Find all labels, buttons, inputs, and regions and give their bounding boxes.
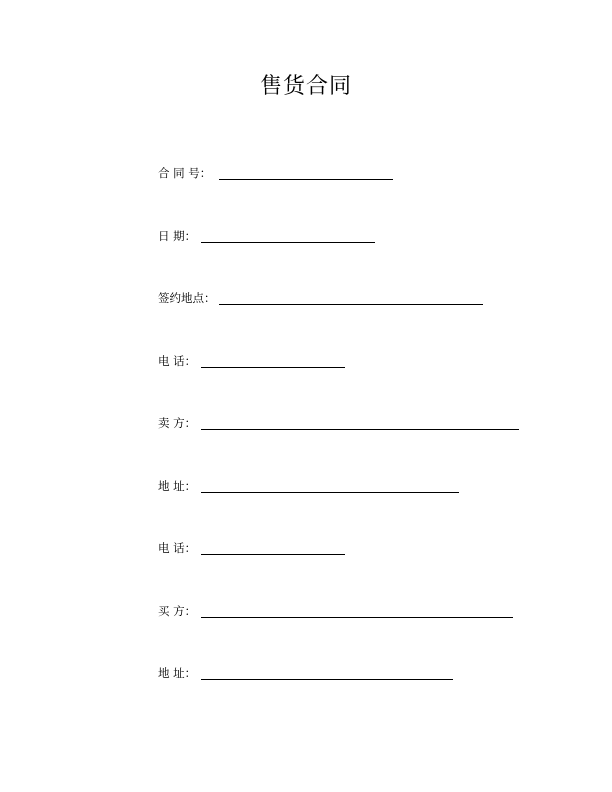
seller-address-blank-line <box>201 492 459 493</box>
seller-blank-line <box>201 429 519 430</box>
buyer-blank-line <box>201 617 513 618</box>
buyer-phone-label: 电 话： <box>158 541 197 555</box>
seller-phone-blank-line <box>201 367 345 368</box>
buyer-label: 买 方： <box>158 604 197 618</box>
buyer-phone-blank-line <box>201 554 345 555</box>
document-title: 售货合同 <box>259 74 352 99</box>
date-label: 日 期： <box>158 229 197 243</box>
buyer-address-label: 地 址： <box>158 666 197 680</box>
seller-address-label: 地 址： <box>158 479 197 493</box>
seller-label: 卖 方： <box>158 416 197 430</box>
contract-number-blank-line <box>219 179 393 180</box>
date-blank-line <box>201 242 375 243</box>
signing-place-label: 签约地点： <box>158 291 216 305</box>
seller-phone-label: 电 话： <box>158 354 197 368</box>
contract-number-label: 合 同 号： <box>158 166 212 180</box>
buyer-address-blank-line <box>201 679 453 680</box>
signing-place-blank-line <box>219 304 483 305</box>
